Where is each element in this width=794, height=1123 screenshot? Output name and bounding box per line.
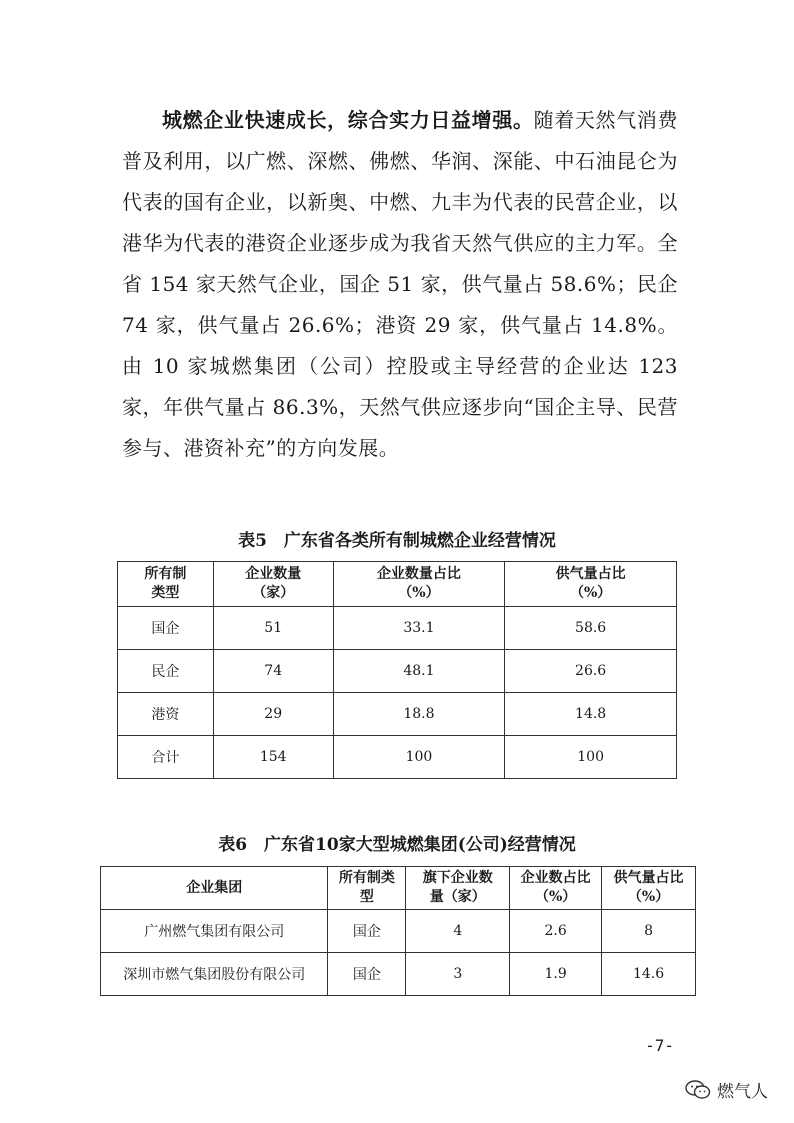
watermark-text: 燃气人 xyxy=(717,1082,768,1102)
table5-caption: 表5 广东省各类所有制城燃企业经营情况 xyxy=(238,531,556,551)
table-cell: 33.1 xyxy=(333,607,505,650)
table-row xyxy=(101,910,696,953)
table-cell: 58.6 xyxy=(505,607,677,650)
table-cell: 74 xyxy=(213,650,333,693)
table-cell: 14.8 xyxy=(505,693,677,736)
table-cell: 29 xyxy=(213,693,333,736)
paragraph-body: 随着天然气消费普及利用，以广燃、深燃、佛燃、华润、深能、中石油昆仑为代表的国有企业，以新奥、中燃、九丰为代表的民营企业，以港华为代表的港资企业逐步成为我省天然气供应的主力军。全省 154 家天然气企业，国企 51 家，供气量占 58.6%；民企 74 家，供气量占 26.6%；港资 29 家，供气量占 14.8%。由 10 家城燃集团（公司）控股或主导经营的企业达 123 家，年供气量占 86.3%，天然气供应逐步向“国企主导、民营参与、港资补充”的方向发展。 xyxy=(122,108,678,460)
page-number: -7- xyxy=(645,1036,674,1055)
paragraph-lead: 城燃企业快速成长，综合实力日益增强。 xyxy=(162,108,534,132)
table-cell: 48.1 xyxy=(333,650,505,693)
table5-header-supply-share: 供气量占比 （%） xyxy=(505,562,677,607)
table-cell: 1.9 xyxy=(510,953,602,996)
table5 xyxy=(117,561,677,779)
table-cell: 2.6 xyxy=(510,910,602,953)
watermark xyxy=(685,1077,768,1102)
table-cell: 100 xyxy=(505,736,677,779)
table-cell: 8 xyxy=(602,910,696,953)
table6-body xyxy=(101,910,696,996)
table-cell: 国企 xyxy=(328,953,406,996)
table-cell: 26.6 xyxy=(505,650,677,693)
table-cell: 51 xyxy=(213,607,333,650)
table-cell: 18.8 xyxy=(333,693,505,736)
table-cell: 3 xyxy=(406,953,510,996)
table-cell: 深圳市燃气集团股份有限公司 xyxy=(101,953,328,996)
table-cell: 4 xyxy=(406,910,510,953)
table-row xyxy=(118,607,677,650)
table-row xyxy=(101,953,696,996)
table-cell: 民企 xyxy=(118,650,214,693)
table5-header-row xyxy=(118,562,677,607)
table6-header-count-share: 企业数占比 （%） xyxy=(510,867,602,910)
table6-header-supply-share: 供气量占比 （%） xyxy=(602,867,696,910)
wechat-icon xyxy=(685,1080,711,1100)
table-cell: 国企 xyxy=(118,607,214,650)
table-cell: 154 xyxy=(213,736,333,779)
table6-caption: 表6 广东省10家大型城燃集团(公司)经营情况 xyxy=(218,835,576,855)
table6-header-ownership: 所有制类 型 xyxy=(328,867,406,910)
table5-body xyxy=(118,607,677,779)
table-cell: 国企 xyxy=(328,910,406,953)
table-cell: 14.6 xyxy=(602,953,696,996)
table-cell: 广州燃气集团有限公司 xyxy=(101,910,328,953)
table5-header-ownership: 所有制 类型 xyxy=(118,562,214,607)
table5-header-count-share: 企业数量占比 （%） xyxy=(333,562,505,607)
table-cell: 100 xyxy=(333,736,505,779)
table-cell: 港资 xyxy=(118,693,214,736)
table-row xyxy=(118,693,677,736)
table6 xyxy=(100,866,696,996)
table6-header-group: 企业集团 xyxy=(101,867,328,910)
table-row xyxy=(118,650,677,693)
table5-header-count: 企业数量 （家） xyxy=(213,562,333,607)
table-row xyxy=(118,736,677,779)
table6-header-sub-count: 旗下企业数 量（家） xyxy=(406,867,510,910)
body-paragraph xyxy=(122,100,678,469)
table-cell: 合计 xyxy=(118,736,214,779)
table6-header-row xyxy=(101,867,696,910)
